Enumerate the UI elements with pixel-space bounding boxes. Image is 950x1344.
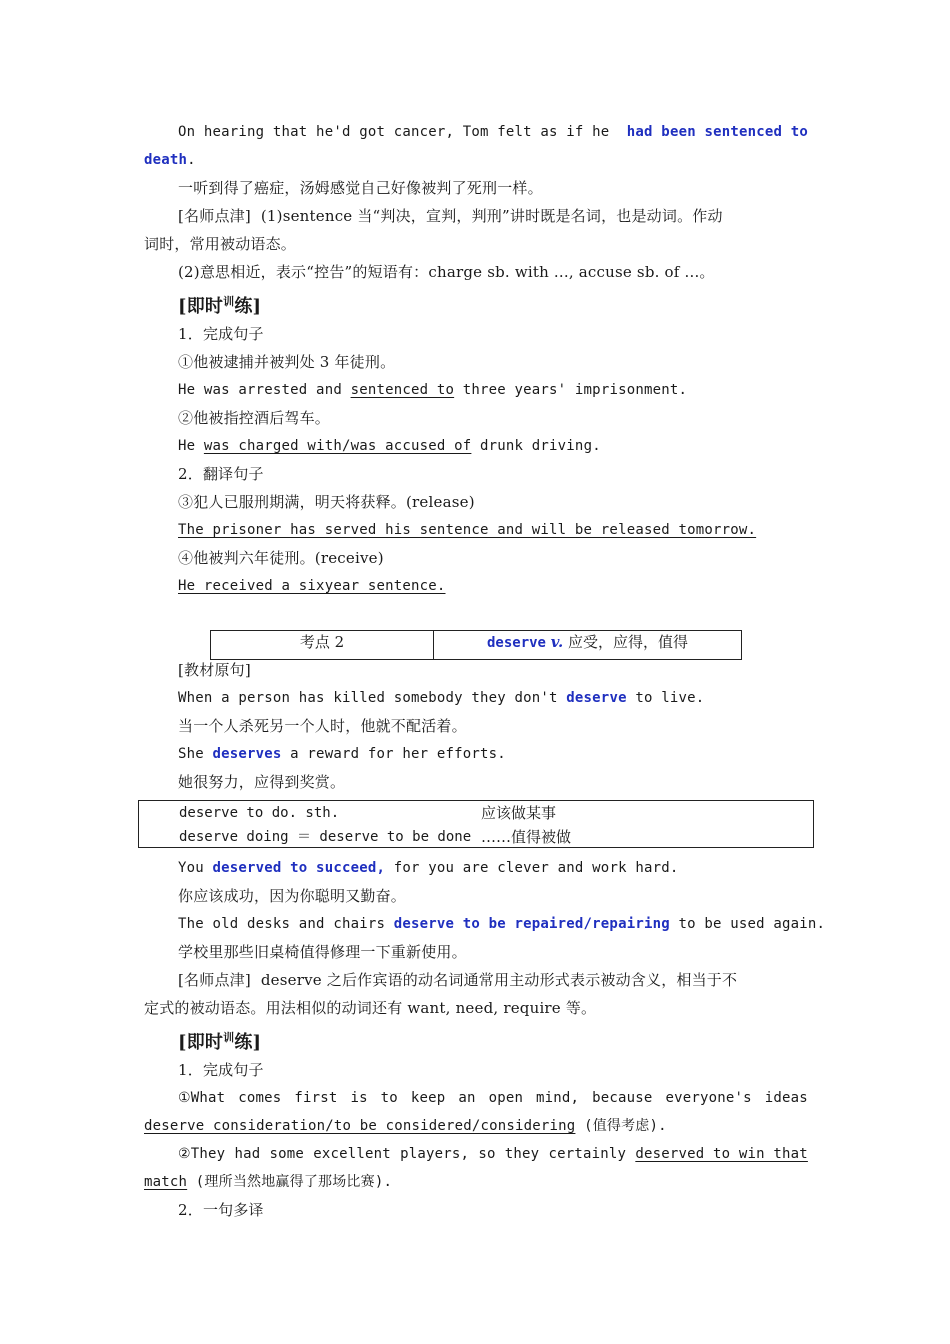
- usage-pattern: deserve to do. sth.: [179, 805, 340, 821]
- source-sentence: When a person has killed somebody they don't deserve to live.: [178, 690, 705, 706]
- task-title: 1．完成句子: [178, 1061, 264, 1079]
- word: first: [294, 1090, 338, 1106]
- example-translation: 一听到得了癌症，汤姆感觉自己好像被判了死刑一样。: [178, 179, 543, 197]
- question-line: [178, 1084, 808, 1112]
- question-answer: deserve consideration/to be considered/considering (值得考虑).: [144, 1118, 667, 1134]
- task-title: 2．一句多译: [178, 1201, 264, 1219]
- answer-blank: deserved to win that: [635, 1146, 808, 1162]
- question-line: [178, 1140, 808, 1168]
- word: so: [478, 1146, 496, 1162]
- word: ①What: [178, 1090, 226, 1106]
- highlight-phrase: had been sentenced to: [626, 124, 808, 140]
- key-point-box: [210, 630, 742, 660]
- answer-blank: deserve consideration/to be considered/considering: [144, 1118, 576, 1134]
- practice-header: [即时$^训$练]: [178, 295, 262, 317]
- word: an: [458, 1090, 476, 1106]
- word: they: [504, 1146, 540, 1162]
- question-answer: He was charged with/was accused of drunk driving.: [178, 438, 601, 454]
- usage-meaning: ……值得被做: [481, 828, 572, 846]
- task-title: 2．翻译句子: [178, 465, 264, 483]
- task-title: 1．完成句子: [178, 325, 264, 343]
- word: ideas: [764, 1090, 808, 1106]
- key-point-label: 考点 2: [211, 631, 434, 659]
- answer-blank: was charged with/was accused of: [203, 438, 472, 454]
- source-translation: 她很努力，应得到奖赏。: [178, 773, 346, 791]
- word: ②They: [178, 1146, 226, 1162]
- teacher-tip-line1: [名师点津] (1)sentence 当“判决，宣判，判刑”讲时既是名词，也是动词。作动: [178, 207, 723, 225]
- usage-table: [138, 800, 814, 848]
- tip-label: [名师点津]: [178, 971, 251, 989]
- answer-blank: The prisoner has served his sentence and will be released tomorrow.: [178, 522, 757, 538]
- question-cn: ③犯人已服刑期满，明天将获释。(release): [178, 493, 475, 511]
- answer-blank: He received a sixyear sentence.: [178, 578, 446, 594]
- word: open: [488, 1090, 524, 1106]
- word: players,: [400, 1146, 470, 1162]
- word: to: [380, 1090, 398, 1106]
- teacher-tip-line2: 定式的被动语态。用法相似的动词还有 want, need, require 等。: [144, 999, 597, 1017]
- example-translation: 你应该成功，因为你聪明又勤奋。: [178, 887, 407, 905]
- question-answer: He was arrested and sentenced to three years' imprisonment.: [178, 382, 688, 398]
- answer-blank: sentenced to: [350, 382, 455, 398]
- teacher-tip-line3: (2)意思相近，表示“控告”的短语有：charge sb. with ..., accuse sb. of ...。: [178, 263, 715, 281]
- practice-header: [即时$^训$练]: [178, 1031, 262, 1053]
- question-cn: ④他被判六年徒刑。(receive): [178, 549, 384, 567]
- example-sentence: The old desks and chairs deserve to be repaired/repairing to be used again.: [178, 916, 826, 932]
- tip-label: [名师点津]: [178, 207, 251, 225]
- answer-blank: match: [144, 1174, 188, 1190]
- usage-pattern: deserve doing ＝ deserve to be done: [179, 829, 472, 845]
- question-answer: match (理所当然地赢得了那场比赛).: [144, 1174, 393, 1190]
- word: mind,: [536, 1090, 580, 1106]
- usage-meaning: 应该做某事: [481, 804, 557, 822]
- word: keep: [410, 1090, 446, 1106]
- question-cn: ①他被逮捕并被判处 3 年徒刑。: [178, 353, 396, 371]
- word: because: [592, 1090, 653, 1106]
- source-translation: 当一个人杀死另一个人时，他就不配活着。: [178, 717, 467, 735]
- word: everyone's: [665, 1090, 752, 1106]
- word: is: [350, 1090, 368, 1106]
- source-sentence: She deserves a reward for her efforts.: [178, 746, 506, 762]
- key-point-word: deserve v. 应受，应得，值得: [486, 633, 689, 651]
- example-sentence-line1: [178, 118, 808, 146]
- word: comes: [238, 1090, 282, 1106]
- example-sentence-line2: death.: [144, 152, 196, 168]
- teacher-tip-line2: 词时，常用被动语态。: [144, 235, 297, 253]
- highlight-phrase: death: [144, 152, 188, 168]
- word: certainly: [548, 1146, 627, 1162]
- example-sentence: You deserved to succeed, for you are clever and work hard.: [178, 860, 679, 876]
- word: some: [269, 1146, 305, 1162]
- teacher-tip-line1: [名师点津] deserve 之后作宾语的动名词通常用主动形式表示被动含义，相当于不: [178, 971, 738, 989]
- example-translation: 学校里那些旧桌椅值得修理一下重新使用。: [178, 943, 467, 961]
- word: excellent: [313, 1146, 391, 1162]
- source-label: [教材原句]: [178, 661, 251, 679]
- word: had: [234, 1146, 261, 1162]
- example-text: On hearing that he'd got cancer, Tom felt as if he: [178, 124, 610, 140]
- question-cn: ②他被指控酒后驾车。: [178, 409, 331, 427]
